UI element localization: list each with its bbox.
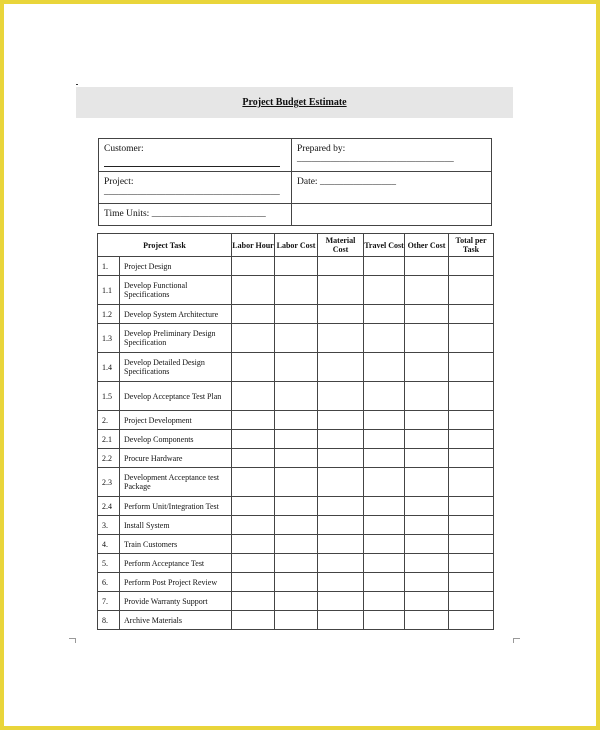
header-cell: Project Task [98, 234, 232, 257]
value-cell[interactable] [364, 305, 405, 324]
task-number: 7. [98, 592, 120, 611]
project-blank: _____________________________________ [104, 187, 280, 197]
table-row [98, 516, 494, 535]
date-blank: ________________ [319, 177, 396, 187]
value-cell[interactable] [449, 554, 494, 573]
task-number: 1.4 [98, 353, 120, 382]
table-row [98, 535, 494, 554]
empty-cell [292, 204, 492, 226]
table-row [98, 573, 494, 592]
value-cell[interactable] [364, 497, 405, 516]
value-cell[interactable] [449, 573, 494, 592]
value-cell[interactable] [364, 257, 405, 276]
value-cell[interactable] [275, 554, 318, 573]
value-cell[interactable] [318, 353, 364, 382]
value-cell[interactable] [449, 353, 494, 382]
value-cell[interactable] [232, 554, 275, 573]
value-cell[interactable] [364, 468, 405, 497]
header-cell: Other Cost [405, 234, 449, 257]
value-cell[interactable] [364, 554, 405, 573]
value-cell[interactable] [449, 411, 494, 430]
info-table [98, 138, 492, 226]
value-cell[interactable] [275, 430, 318, 449]
time-units-label: Time Units: [104, 209, 150, 219]
table-row [98, 353, 494, 382]
value-cell[interactable] [318, 516, 364, 535]
value-cell[interactable] [405, 516, 449, 535]
task-name: Perform Post Project Review [120, 573, 232, 592]
time-units-blank: ________________________ [151, 209, 266, 219]
value-cell[interactable] [449, 324, 494, 353]
table-row [98, 497, 494, 516]
task-name: Train Customers [120, 535, 232, 554]
table-row [98, 430, 494, 449]
date-label: Date: [297, 177, 318, 187]
value-cell[interactable] [449, 257, 494, 276]
value-cell[interactable] [405, 468, 449, 497]
table-row [98, 411, 494, 430]
task-name: Develop System Architecture [120, 305, 232, 324]
header-cell: Travel Cost [364, 234, 405, 257]
task-number: 2.2 [98, 449, 120, 468]
page-corner-left [69, 638, 76, 643]
value-cell[interactable] [364, 535, 405, 554]
task-name: Develop Functional Specifications [120, 276, 232, 305]
value-cell[interactable] [364, 411, 405, 430]
value-cell[interactable] [405, 353, 449, 382]
value-cell[interactable] [405, 324, 449, 353]
value-cell[interactable] [232, 516, 275, 535]
value-cell[interactable] [364, 449, 405, 468]
task-name: Perform Acceptance Test [120, 554, 232, 573]
value-cell[interactable] [275, 516, 318, 535]
table-row [98, 276, 494, 305]
task-number: 2. [98, 411, 120, 430]
value-cell[interactable] [405, 257, 449, 276]
task-number: 2.4 [98, 497, 120, 516]
project-cell[interactable] [99, 172, 292, 204]
value-cell[interactable] [364, 516, 405, 535]
value-cell[interactable] [405, 276, 449, 305]
task-number: 1. [98, 257, 120, 276]
value-cell[interactable] [232, 573, 275, 592]
value-cell[interactable] [232, 611, 275, 630]
value-cell[interactable] [449, 516, 494, 535]
value-cell[interactable] [318, 276, 364, 305]
value-cell[interactable] [275, 592, 318, 611]
value-cell[interactable] [449, 592, 494, 611]
prepared-cell[interactable] [292, 139, 492, 172]
task-name: Develop Acceptance Test Plan [120, 382, 232, 411]
document-title: Project Budget Estimate [242, 97, 347, 108]
value-cell[interactable] [405, 611, 449, 630]
task-name: Project Development [120, 411, 232, 430]
table-row [98, 554, 494, 573]
value-cell[interactable] [275, 468, 318, 497]
value-cell[interactable] [318, 535, 364, 554]
value-cell[interactable] [449, 430, 494, 449]
value-cell[interactable] [364, 276, 405, 305]
value-cell[interactable] [232, 305, 275, 324]
task-number: 1.5 [98, 382, 120, 411]
value-cell[interactable] [232, 324, 275, 353]
value-cell[interactable] [318, 382, 364, 411]
value-cell[interactable] [449, 305, 494, 324]
value-cell[interactable] [232, 382, 275, 411]
task-name: Perform Unit/Integration Test [120, 497, 232, 516]
page-corner-right [513, 638, 520, 643]
value-cell[interactable] [364, 353, 405, 382]
table-row [98, 257, 494, 276]
table-row [98, 468, 494, 497]
value-cell[interactable] [275, 353, 318, 382]
value-cell[interactable] [449, 382, 494, 411]
value-cell[interactable] [405, 411, 449, 430]
value-cell[interactable] [275, 573, 318, 592]
date-cell[interactable] [292, 172, 492, 204]
value-cell[interactable] [275, 324, 318, 353]
customer-label: Customer: [104, 144, 144, 154]
value-cell[interactable] [318, 430, 364, 449]
value-cell[interactable] [449, 535, 494, 554]
prepared-blank: _________________________________ [297, 154, 454, 164]
value-cell[interactable] [275, 305, 318, 324]
header-cell: Total per Task [449, 234, 494, 257]
value-cell[interactable] [275, 382, 318, 411]
value-cell[interactable] [275, 611, 318, 630]
value-cell[interactable] [232, 468, 275, 497]
value-cell[interactable] [405, 430, 449, 449]
table-row [98, 305, 494, 324]
task-name: Install System [120, 516, 232, 535]
task-number: 1.2 [98, 305, 120, 324]
value-cell[interactable] [405, 497, 449, 516]
value-cell[interactable] [318, 592, 364, 611]
value-cell[interactable] [405, 592, 449, 611]
value-cell[interactable] [405, 382, 449, 411]
task-number: 1.1 [98, 276, 120, 305]
value-cell[interactable] [318, 611, 364, 630]
value-cell[interactable] [318, 257, 364, 276]
customer-underline [104, 160, 280, 167]
task-name: Project Design [120, 257, 232, 276]
value-cell[interactable] [405, 573, 449, 592]
value-cell[interactable] [318, 468, 364, 497]
value-cell[interactable] [318, 449, 364, 468]
value-cell[interactable] [364, 611, 405, 630]
task-number: 5. [98, 554, 120, 573]
value-cell[interactable] [275, 535, 318, 554]
table-row [98, 449, 494, 468]
value-cell[interactable] [318, 554, 364, 573]
value-cell[interactable] [405, 449, 449, 468]
value-cell[interactable] [405, 535, 449, 554]
value-cell[interactable] [364, 592, 405, 611]
table-header-row [98, 234, 494, 257]
value-cell[interactable] [318, 411, 364, 430]
value-cell[interactable] [449, 497, 494, 516]
time-units-cell[interactable] [99, 204, 292, 226]
task-name: Develop Detailed Design Specifications [120, 353, 232, 382]
value-cell[interactable] [275, 411, 318, 430]
task-name: Development Acceptance test Package [120, 468, 232, 497]
value-cell[interactable] [318, 305, 364, 324]
value-cell[interactable] [318, 573, 364, 592]
task-number: 2.3 [98, 468, 120, 497]
table-row [98, 592, 494, 611]
value-cell[interactable] [232, 276, 275, 305]
task-name: Procure Hardware [120, 449, 232, 468]
task-number: 3. [98, 516, 120, 535]
table-row [98, 382, 494, 411]
value-cell[interactable] [449, 611, 494, 630]
value-cell[interactable] [275, 449, 318, 468]
value-cell[interactable] [232, 353, 275, 382]
task-number: 8. [98, 611, 120, 630]
task-number: 2.1 [98, 430, 120, 449]
value-cell[interactable] [232, 411, 275, 430]
task-number: 6. [98, 573, 120, 592]
customer-cell[interactable] [99, 139, 292, 172]
value-cell[interactable] [449, 468, 494, 497]
value-cell[interactable] [364, 430, 405, 449]
task-name: Develop Preliminary Design Specification [120, 324, 232, 353]
value-cell[interactable] [275, 257, 318, 276]
value-cell[interactable] [232, 430, 275, 449]
value-cell[interactable] [232, 592, 275, 611]
table-row [98, 324, 494, 353]
task-table [97, 233, 494, 630]
value-cell[interactable] [449, 449, 494, 468]
value-cell[interactable] [318, 497, 364, 516]
task-name: Provide Warranty Support [120, 592, 232, 611]
value-cell[interactable] [232, 449, 275, 468]
value-cell[interactable] [364, 573, 405, 592]
value-cell[interactable] [449, 276, 494, 305]
value-cell[interactable] [364, 324, 405, 353]
value-cell[interactable] [275, 276, 318, 305]
header-cell: Labor Hour [232, 234, 275, 257]
value-cell[interactable] [318, 324, 364, 353]
title-banner [76, 87, 513, 118]
value-cell[interactable] [405, 305, 449, 324]
task-name: Develop Components [120, 430, 232, 449]
prepared-label: Prepared by: [297, 144, 346, 154]
task-name: Archive Materials [120, 611, 232, 630]
value-cell[interactable] [232, 497, 275, 516]
task-number: 1.3 [98, 324, 120, 353]
page-marker [76, 84, 78, 85]
value-cell[interactable] [232, 257, 275, 276]
header-cell: Labor Cost [275, 234, 318, 257]
table-row [98, 611, 494, 630]
project-label: Project: [104, 177, 134, 187]
task-number: 4. [98, 535, 120, 554]
header-cell: Material Cost [318, 234, 364, 257]
value-cell[interactable] [405, 554, 449, 573]
value-cell[interactable] [364, 382, 405, 411]
value-cell[interactable] [232, 535, 275, 554]
value-cell[interactable] [275, 497, 318, 516]
